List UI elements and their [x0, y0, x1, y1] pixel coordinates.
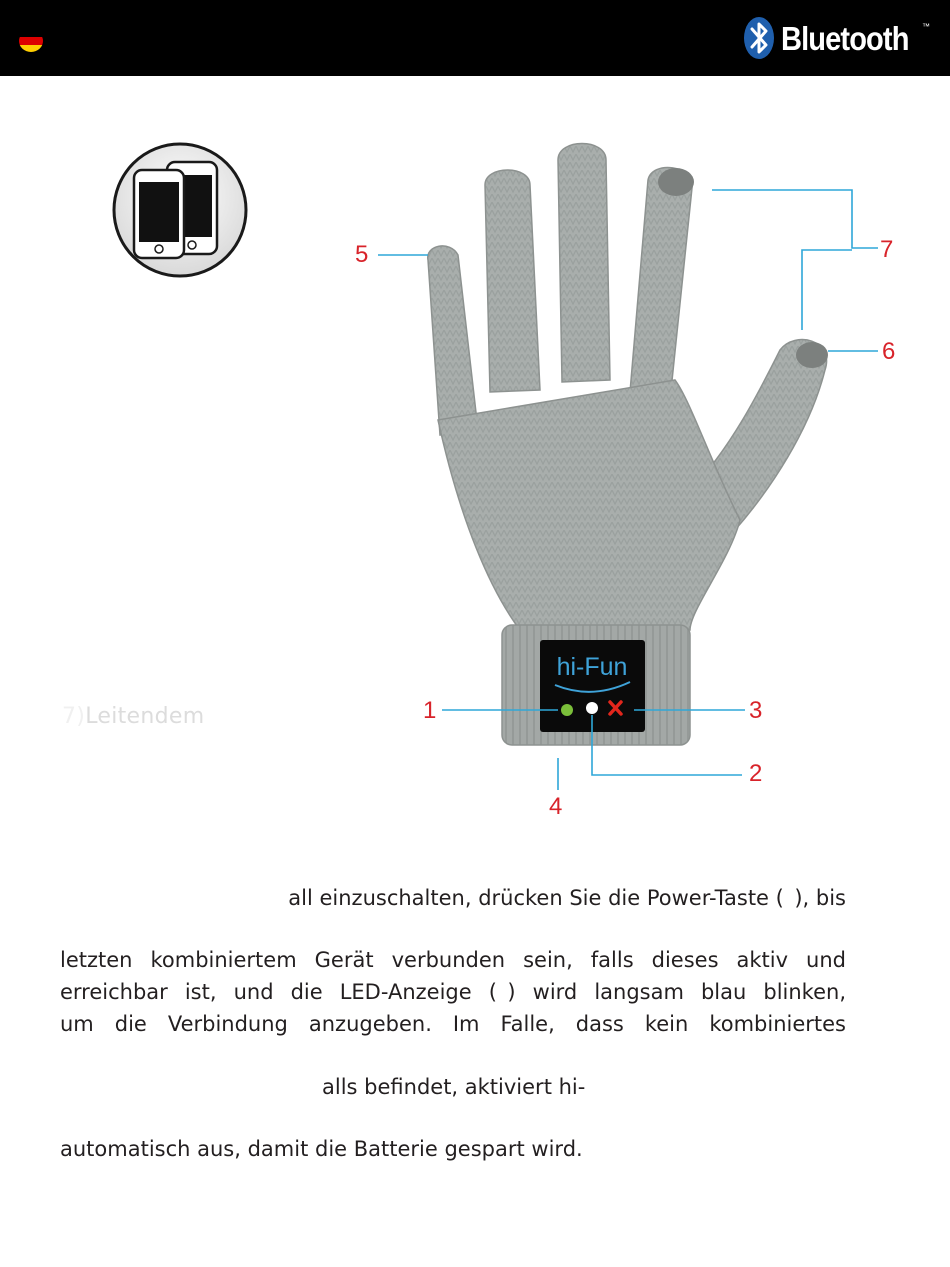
side-label-word2: Gewebe: [211, 704, 304, 729]
status-led-icon: [586, 702, 598, 714]
header-bar: [0, 0, 950, 76]
side-label-word1: Leitendem: [85, 704, 205, 729]
german-flag-icon: [19, 30, 43, 52]
glove-index-finger: [630, 168, 692, 400]
text-line-1: all einzuschalten, drücken Sie die Power-Taste ( ), bis: [288, 886, 846, 910]
conductive-fabric-label: [62, 704, 303, 729]
callout-5: 5: [355, 241, 369, 268]
text-line-4: um die Verbindung anzugeben. Im Falle, dass kein kombiniertes: [60, 1012, 846, 1036]
bluetooth-wordmark: Bluetooth: [781, 19, 909, 57]
glove-ring-finger: [485, 170, 540, 392]
bluetooth-icon: [743, 16, 775, 60]
callout-4: 4: [549, 793, 563, 820]
callout-6: 6: [882, 338, 896, 365]
text-line-2: letzten kombiniertem Gerät verbunden sein, falls dieses aktiv und: [60, 948, 846, 972]
glove-pinky-finger: [428, 246, 478, 435]
brand-label: hi-Fun: [556, 653, 628, 681]
glove-middle-finger: [558, 144, 610, 383]
two-smartphones-icon: [112, 142, 248, 278]
power-led-icon: [561, 704, 573, 716]
glove-illustration: [330, 130, 950, 830]
text-line-3: erreichbar ist, und die LED-Anzeige ( ) wird langsam blau blinken,: [60, 980, 846, 1004]
bluetooth-logo: [743, 14, 930, 62]
text-line-6: automatisch aus, damit die Batterie gespart wird.: [60, 1137, 583, 1161]
callout-7: 7: [880, 236, 894, 263]
callout-3: 3: [749, 697, 763, 724]
glove-palm: [438, 380, 740, 630]
callout-1: 1: [423, 697, 437, 724]
side-label-prefix: 7): [62, 704, 86, 729]
trademark-mark: ™: [922, 22, 930, 31]
callout-2: 2: [749, 760, 763, 787]
text-line-5: alls befindet, aktiviert hi-: [322, 1075, 586, 1099]
